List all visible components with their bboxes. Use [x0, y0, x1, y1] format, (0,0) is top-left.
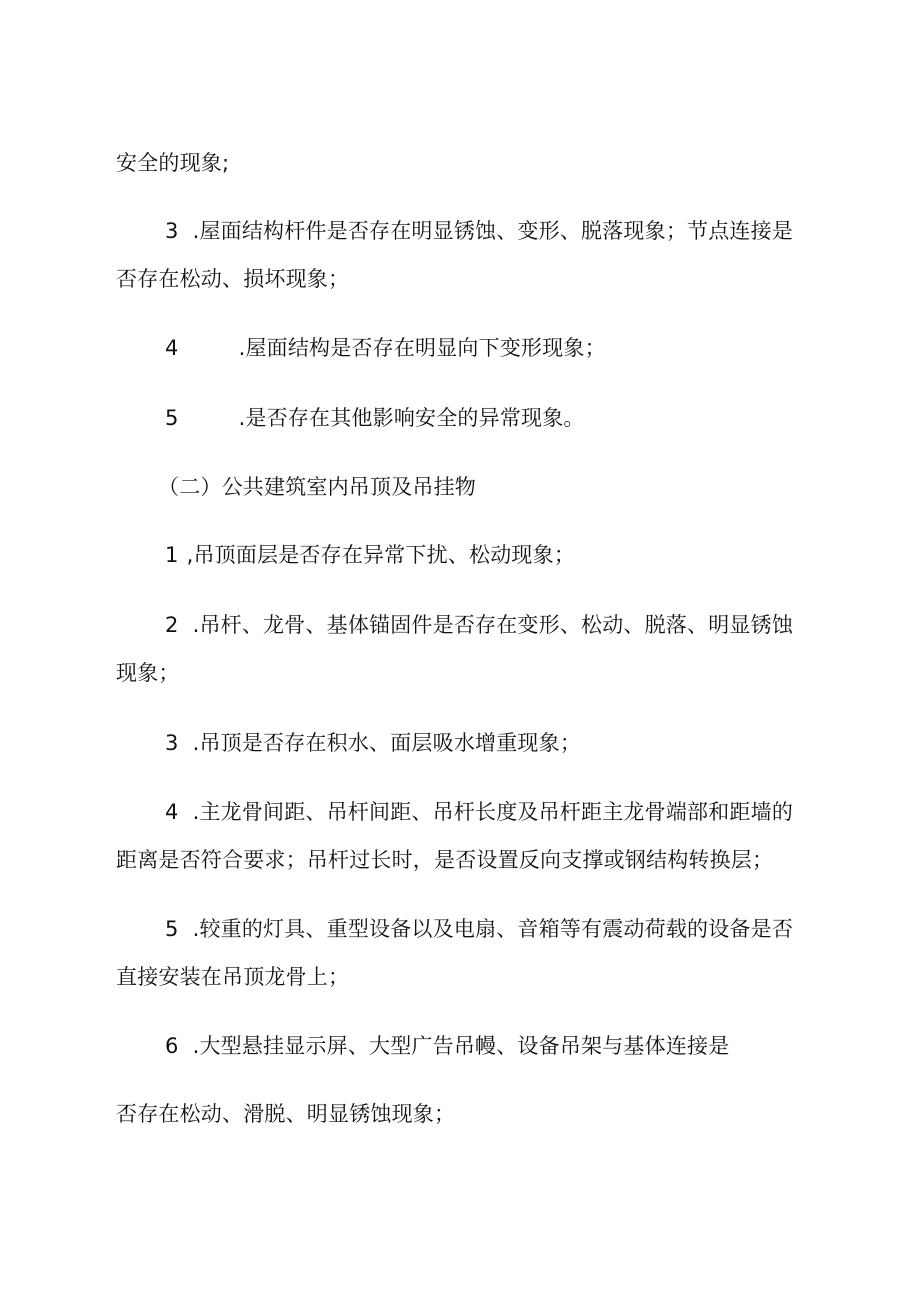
item-number: 1 — [165, 543, 179, 567]
line-text: 否存在松动、损坏现象； — [116, 267, 350, 291]
paragraph-line — [116, 845, 773, 875]
line-text: .较重的灯具、重型设备以及电扇、音箱等有震动荷载的设备是否 — [192, 917, 794, 941]
line-text: .吊杆、龙骨、基体锚固件是否存在变形、松动、脱落、明显锈蚀 — [192, 613, 794, 637]
list-item-4b — [165, 797, 793, 827]
line-text: .吊顶是否存在积水、面层吸水增重现象； — [192, 731, 582, 755]
line-text: .是否存在其他影响安全的异常现象。 — [238, 406, 585, 430]
line-text: 否存在松动、滑脱、明显锈蚀现象； — [116, 1102, 456, 1126]
line-text: .屋面结构杆件是否存在明显锈蚀、变形、脱落现象；节点连接是 — [192, 219, 794, 243]
item-number: 6 — [165, 1034, 179, 1058]
paragraph-line — [116, 658, 180, 688]
line-text: 距离是否符合要求；吊杆过长时，是否设置反向支撑或钢结构转换层； — [116, 848, 774, 872]
line-text: .主龙骨间距、吊杆间距、吊杆长度及吊杆距主龙骨端部和距墙的 — [192, 800, 794, 824]
line-text: .屋面结构是否存在明显向下变形现象； — [238, 336, 606, 360]
item-number: 4 — [165, 800, 179, 824]
list-item-2 — [165, 610, 793, 640]
item-number: 5 — [165, 406, 179, 430]
paragraph-line — [116, 1099, 455, 1129]
line-text: ,吊顶面层是否存在异常下扰、松动现象； — [186, 543, 576, 567]
list-item-3b — [165, 728, 581, 758]
list-item-4 — [165, 333, 606, 363]
item-number: 4 — [165, 336, 179, 360]
paragraph-line — [116, 962, 349, 992]
list-item-5b — [165, 914, 793, 944]
item-number: 2 — [165, 613, 179, 637]
line-text: 安全的现象; — [116, 151, 230, 175]
paragraph-line — [116, 264, 349, 294]
list-item-5 — [165, 403, 585, 433]
line-text: 现象； — [116, 661, 180, 685]
paragraph-line — [116, 148, 229, 178]
list-item-1 — [165, 540, 575, 570]
list-item-6 — [165, 1031, 729, 1061]
item-number: 5 — [165, 917, 179, 941]
list-item-3 — [165, 216, 793, 246]
heading-text: （二）公共建筑室内吊顶及吊挂物 — [158, 475, 476, 499]
item-number: 3 — [165, 219, 179, 243]
line-text: 直接安装在吊顶龙骨上； — [116, 965, 350, 989]
item-number: 3 — [165, 731, 179, 755]
line-text: .大型悬挂显示屏、大型广告吊幔、设备吊架与基体连接是 — [192, 1034, 730, 1058]
section-heading — [158, 472, 476, 502]
